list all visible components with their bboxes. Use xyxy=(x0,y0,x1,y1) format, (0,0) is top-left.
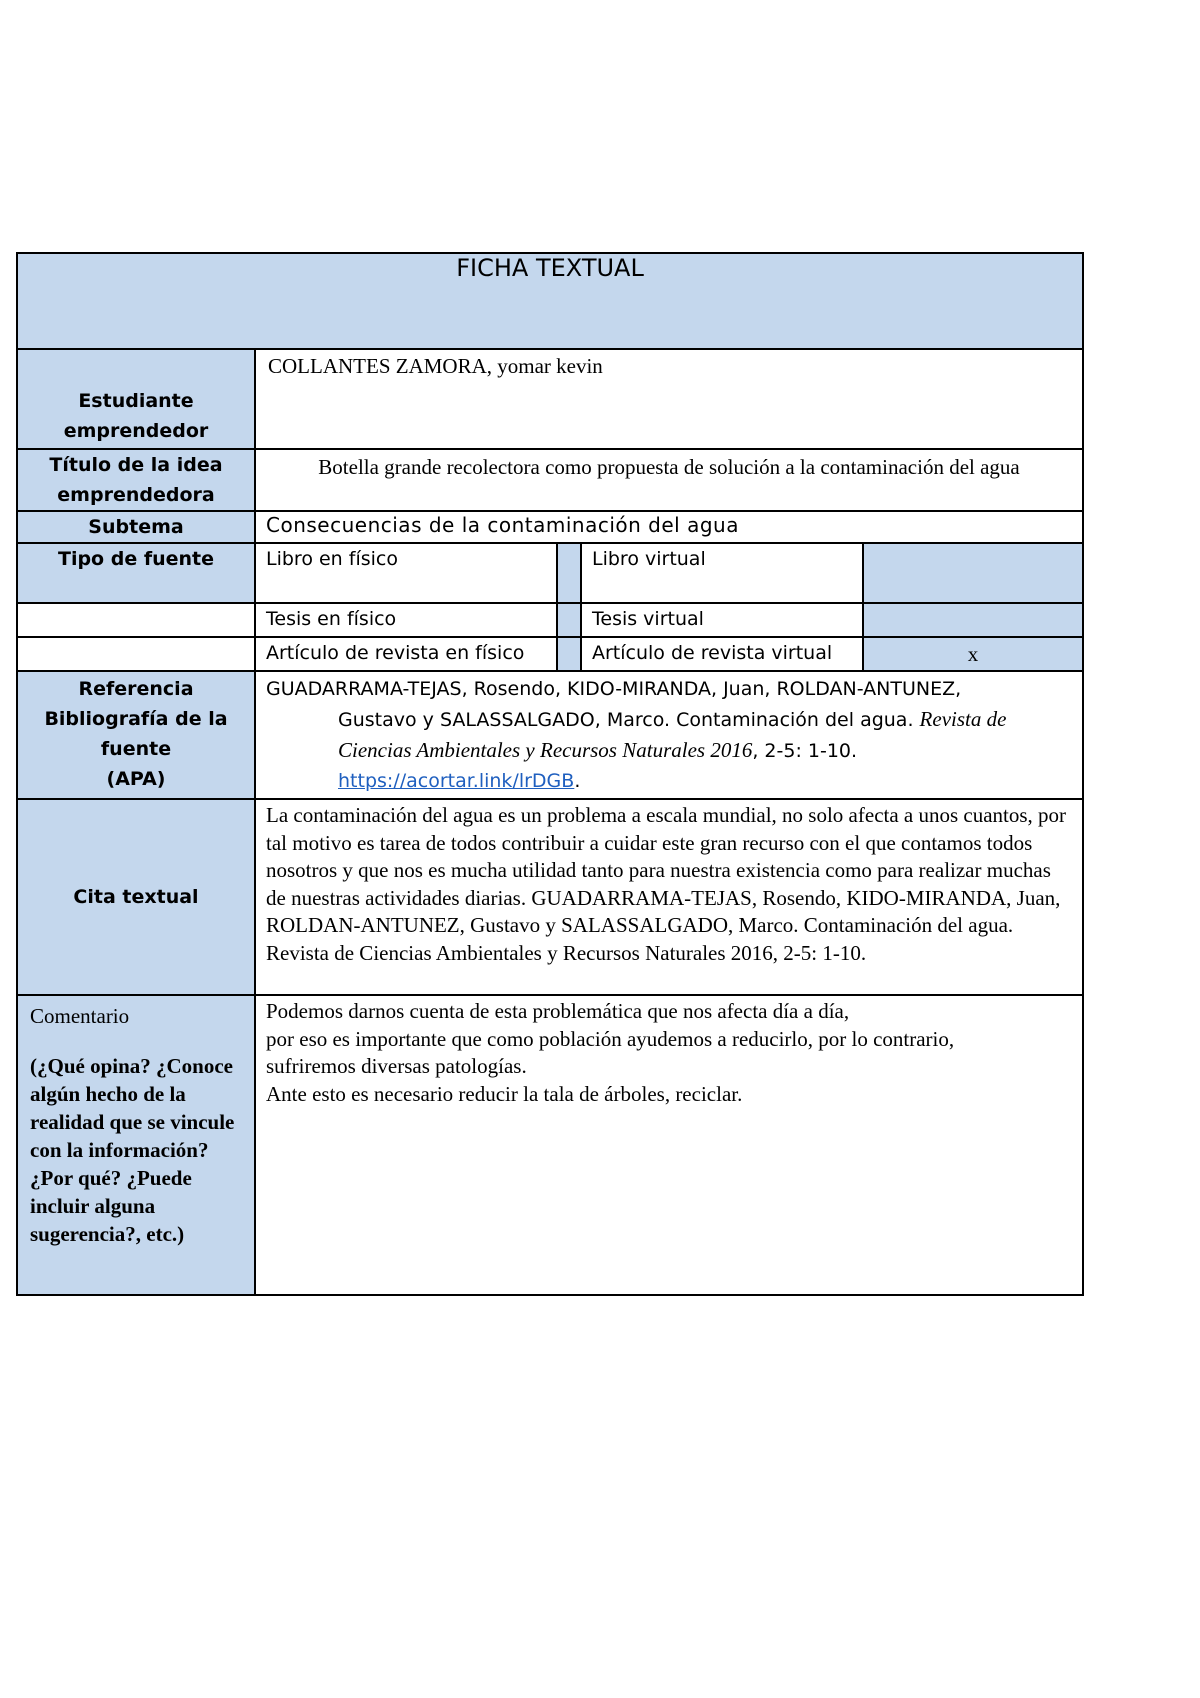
referencia-link[interactable]: https://acortar.link/lrDGB xyxy=(338,770,575,792)
idea-label: Título de la idea emprendedora xyxy=(17,449,255,511)
comentario-line-3: sufriremos diversas patologías. xyxy=(266,1054,527,1078)
tipo-fuente-label: Tipo de fuente xyxy=(17,543,255,603)
comentario-label: Comentario xyxy=(30,1004,130,1028)
ficha-textual-table xyxy=(16,252,1084,1296)
student-label: Estudiante emprendedor xyxy=(17,349,255,449)
source-option-articulo-virtual: Artículo de revista virtual xyxy=(581,637,863,671)
comentario-questions: (¿Qué opina? ¿Conoce algún hecho de la realidad que se vincule con la información? ¿Por qué? ¿Puede incluir alguna sugerencia?, etc.) xyxy=(30,1054,235,1246)
cita-text: La contaminación del agua es un problema a escala mundial, no solo afecta a unos cuantos, por tal motivo es tarea de todos contribuir a cuidar este gran recurso con el que contamos todos nosotros y que nos es mucha utilidad tanto para nuestra existencia como para realizar muchas de nuestras actividades diarias. GUADARRAMA-TEJAS, Rosendo, KIDO-MIRANDA, Juan, ROLDAN-ANTUNEZ, Gustavo y SALASSALGADO, Marco. Contaminación del agua. Revista de Ciencias Ambientales y Recursos Naturales 2016, 2-5: 1-10. xyxy=(255,799,1083,995)
empty-label-cell xyxy=(17,637,255,671)
checkbox-tesis-fisico[interactable] xyxy=(557,603,581,637)
page-title: FICHA TEXTUAL xyxy=(17,253,1083,349)
source-option-libro-fisico: Libro en físico xyxy=(255,543,557,603)
subtema-value: Consecuencias de la contaminación del agua xyxy=(255,511,1083,543)
checkbox-articulo-fisico[interactable] xyxy=(557,637,581,671)
referencia-label-line-4: (APA) xyxy=(106,768,166,790)
checkbox-libro-virtual[interactable] xyxy=(863,543,1083,603)
comentario-line-2: por eso es importante que como población ayudemos a reducirlo, por lo contrario, xyxy=(266,1026,955,1051)
referencia-authors-cont: Gustavo y SALASSALGADO, Marco. Contaminación del agua. xyxy=(338,709,914,731)
checkbox-articulo-virtual[interactable]: x xyxy=(863,637,1083,671)
referencia-continuation xyxy=(266,704,1072,796)
comentario-label-cell xyxy=(17,995,255,1295)
referencia-journal: Revista de Ciencias Ambientales y Recursos Naturales 2016 xyxy=(338,707,1007,762)
referencia-volume: , 2-5: 1-10. xyxy=(752,740,858,762)
referencia-link-end: . xyxy=(574,770,581,792)
source-option-tesis-fisico: Tesis en físico xyxy=(255,603,557,637)
subtema-label: Subtema xyxy=(17,511,255,543)
comentario-line-1: Podemos darnos cuenta de esta problemática que nos afecta día a día, xyxy=(266,999,850,1023)
comentario-line-4: Ante esto es necesario reducir la tala de árboles, reciclar. xyxy=(266,1081,743,1106)
source-option-articulo-fisico: Artículo de revista en físico xyxy=(255,637,557,671)
idea-value: Botella grande recolectora como propuesta de solución a la contaminación del agua xyxy=(255,449,1083,511)
checkbox-libro-fisico[interactable] xyxy=(557,543,581,603)
source-option-tesis-virtual: Tesis virtual xyxy=(581,603,863,637)
student-value: COLLANTES ZAMORA, yomar kevin xyxy=(255,349,1083,449)
referencia-label-line-1: Referencia xyxy=(78,678,194,700)
checkbox-tesis-virtual[interactable] xyxy=(863,603,1083,637)
comentario-text[interactable] xyxy=(255,995,1083,1295)
referencia-value xyxy=(255,671,1083,799)
cita-label: Cita textual xyxy=(17,799,255,995)
referencia-label-line-3: fuente xyxy=(100,738,172,760)
referencia-authors: GUADARRAMA-TEJAS, Rosendo, KIDO-MIRANDA, Juan, ROLDAN-ANTUNEZ, xyxy=(266,678,962,700)
source-option-libro-virtual: Libro virtual xyxy=(581,543,863,603)
empty-label-cell xyxy=(17,603,255,637)
referencia-label xyxy=(17,671,255,799)
referencia-label-line-2: Bibliografía de la xyxy=(44,708,228,730)
